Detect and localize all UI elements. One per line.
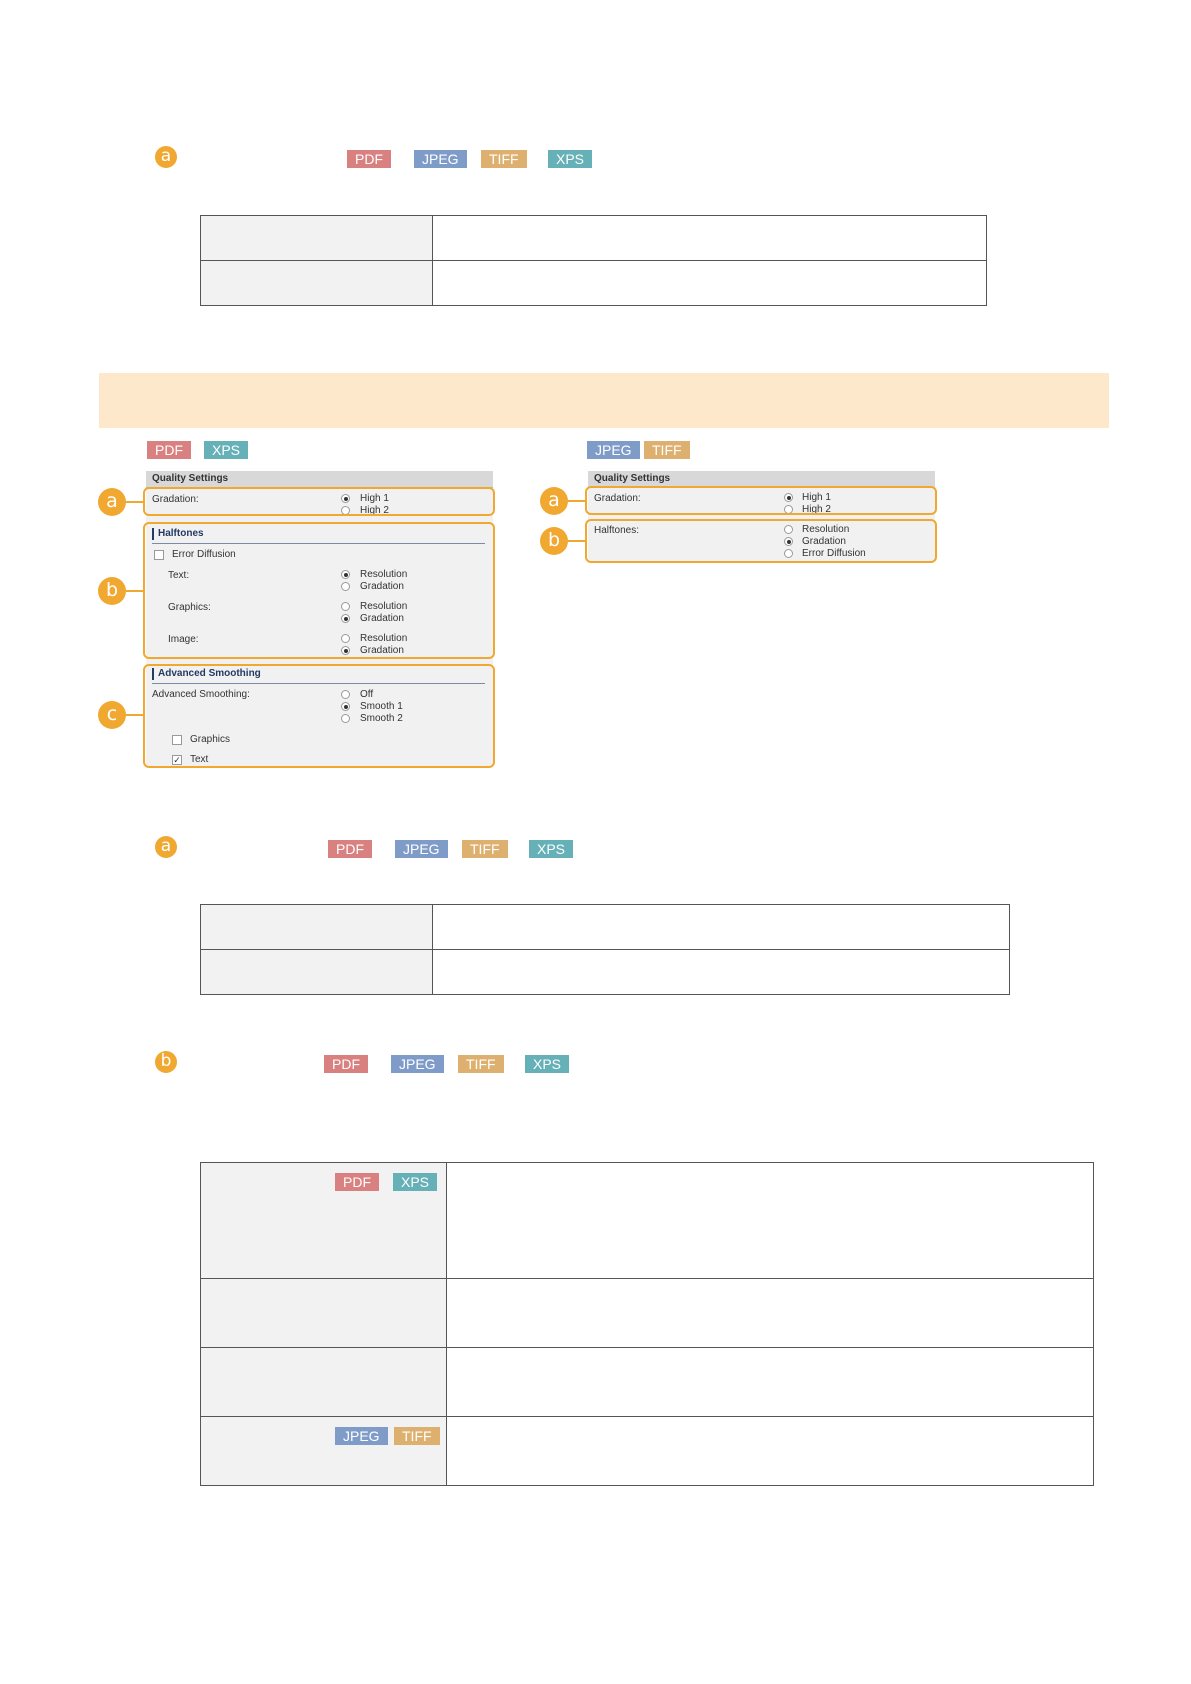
leader-line	[126, 501, 144, 503]
badge-xps: XPS	[529, 840, 573, 858]
badge-pdf: PDF	[147, 441, 191, 459]
badge-xps: XPS	[204, 441, 248, 459]
halftones-title: Halftones	[152, 528, 204, 540]
text-label: Text:	[168, 570, 190, 581]
graphics-label: Graphics:	[168, 602, 211, 613]
option-gradation: Gradation	[360, 645, 404, 656]
leader-line	[568, 500, 586, 502]
table-cell-desc	[447, 1417, 1094, 1486]
table-cell-desc	[433, 216, 987, 261]
badge-jpeg: JPEG	[395, 840, 448, 858]
badge-xps: XPS	[393, 1173, 437, 1191]
table-cell-label	[201, 261, 433, 306]
table-cell-label	[201, 905, 433, 950]
highlight-c	[143, 664, 495, 768]
option-resolution: Resolution	[360, 569, 408, 580]
option-high2: High 2	[360, 505, 389, 516]
image-label: Image:	[168, 634, 199, 645]
callout-b-icon: b	[98, 577, 126, 605]
smoothing-label: Advanced Smoothing:	[152, 689, 250, 700]
option-resolution: Resolution	[360, 633, 408, 644]
option-gradation: Gradation	[360, 613, 404, 624]
badge-jpeg: JPEG	[414, 150, 467, 168]
highlight-b	[143, 522, 495, 659]
leader-line	[126, 590, 144, 592]
marker-b-icon: b	[155, 1051, 177, 1073]
option-error-diffusion: Error Diffusion	[802, 548, 866, 559]
option-gradation: Gradation	[360, 581, 404, 592]
callout-a-icon: a	[98, 488, 126, 516]
settings-table-3	[200, 1162, 1094, 1486]
leader-line	[126, 714, 144, 716]
badge-tiff: TIFF	[394, 1427, 440, 1445]
badge-pdf: PDF	[335, 1173, 379, 1191]
marker-a-icon: a	[155, 836, 177, 858]
option-gradation: Gradation	[802, 536, 846, 547]
text-checkbox[interactable]: ✓	[173, 755, 181, 765]
badge-tiff: TIFF	[644, 441, 690, 459]
badge-xps: XPS	[525, 1055, 569, 1073]
table-cell-label	[201, 950, 433, 995]
option-off: Off	[360, 689, 374, 700]
callout-c-icon: c	[98, 701, 126, 729]
badge-xps: XPS	[548, 150, 592, 168]
badge-pdf: PDF	[328, 840, 372, 858]
badge-jpeg: JPEG	[587, 441, 640, 459]
table-cell-desc	[433, 950, 1010, 995]
table-cell-label	[201, 1417, 447, 1486]
option-smooth1: Smooth 1	[360, 701, 403, 712]
graphics-check-label: Graphics	[190, 734, 231, 745]
badge-tiff: TIFF	[462, 840, 508, 858]
option-resolution: Resolution	[360, 601, 408, 612]
table-cell-desc	[433, 261, 987, 306]
gradation-label: Gradation:	[152, 494, 199, 505]
badge-pdf: PDF	[347, 150, 391, 168]
badge-tiff: TIFF	[458, 1055, 504, 1073]
marker-a-icon: a	[155, 146, 177, 168]
badge-pdf: PDF	[324, 1055, 368, 1073]
dialog-title: Quality Settings	[588, 471, 935, 488]
callout-b-icon: b	[540, 527, 568, 555]
smoothing-title: Advanced Smoothing	[152, 668, 261, 680]
gradation-label: Gradation:	[594, 493, 641, 504]
table-cell-label	[201, 1163, 447, 1279]
table-cell-label	[201, 1279, 447, 1348]
halftones-label: Halftones:	[594, 525, 640, 536]
option-smooth2: Smooth 2	[360, 713, 403, 724]
error-diffusion-label: Error Diffusion	[172, 549, 236, 560]
table-cell-desc	[447, 1163, 1094, 1279]
callout-a-icon: a	[540, 487, 568, 515]
highlight-a	[143, 487, 495, 516]
option-high2: High 2	[802, 504, 831, 515]
highlight-a	[585, 486, 937, 515]
settings-table-1	[200, 215, 987, 306]
option-high1: High 1	[802, 492, 831, 503]
settings-table-2	[200, 904, 1010, 995]
option-high1: High 1	[360, 493, 389, 504]
badge-jpeg: JPEG	[335, 1427, 388, 1445]
badge-jpeg: JPEG	[391, 1055, 444, 1073]
section-band	[99, 373, 1109, 428]
table-cell-label	[201, 216, 433, 261]
table-cell-desc	[447, 1348, 1094, 1417]
highlight-b	[585, 519, 937, 563]
table-cell-desc	[433, 905, 1010, 950]
badge-tiff: TIFF	[481, 150, 527, 168]
text-check-label: Text	[190, 754, 209, 765]
table-cell-desc	[447, 1279, 1094, 1348]
dialog-title: Quality Settings	[146, 471, 493, 488]
option-resolution: Resolution	[802, 524, 850, 535]
table-cell-label	[201, 1348, 447, 1417]
leader-line	[568, 540, 586, 542]
